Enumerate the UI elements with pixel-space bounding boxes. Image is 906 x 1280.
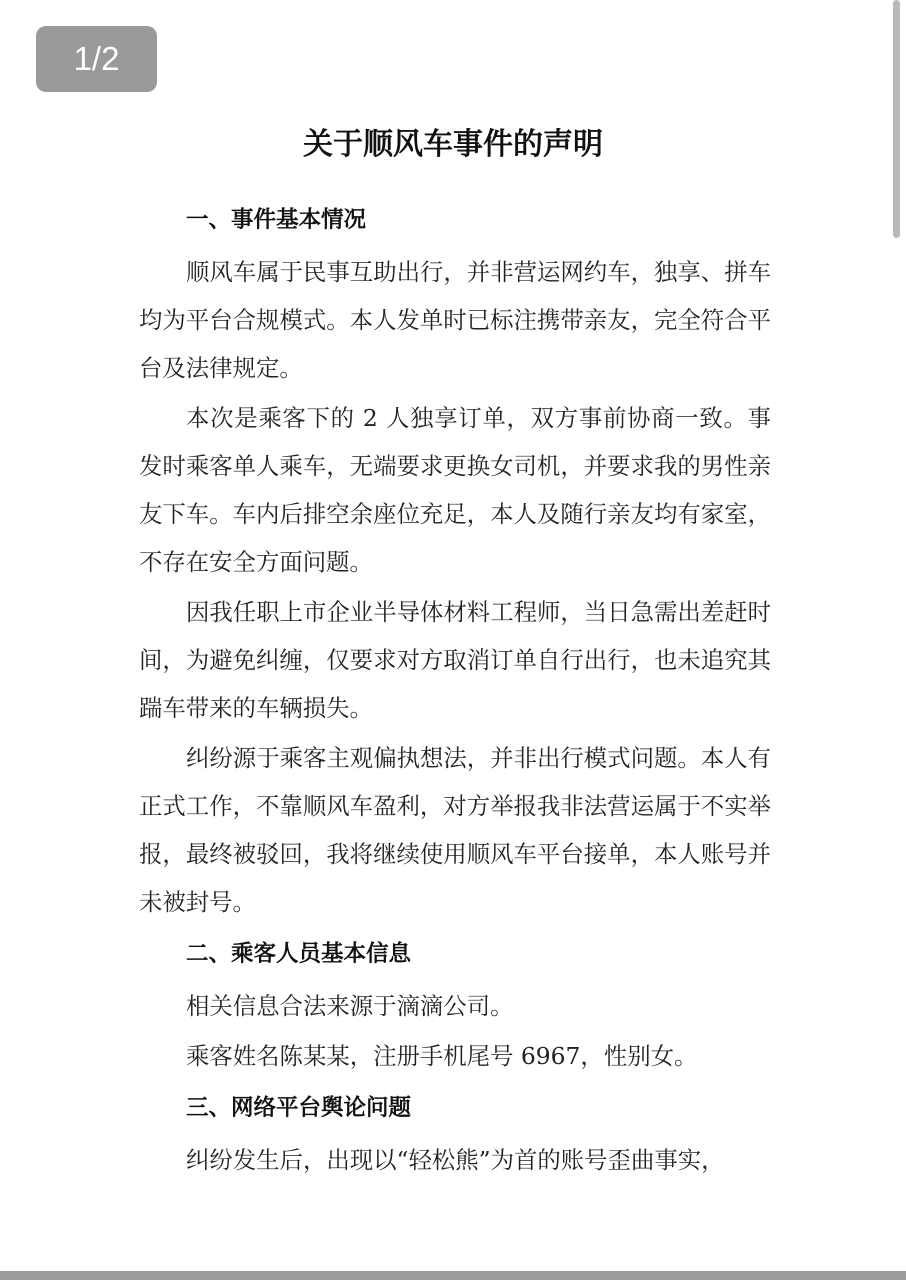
document-title: 关于顺风车事件的声明	[303, 127, 603, 163]
paragraph: 因我任职上市企业半导体材料工程师，当日急需出差赶时间，为避免纠缠，仅要求对方取消订单自行出行，也未追究其踹车带来的车辆损失。	[139, 598, 771, 722]
paragraph: 纠纷源于乘客主观偏执想法，并非出行模式问题。本人有正式工作，不靠顺风车盈利，对方举报我非法营运属于不实举报，最终被驳回，我将继续使用顺风车平台接单，本人账号并未被封号。	[139, 744, 771, 916]
scrollbar-thumb[interactable]	[893, 0, 900, 238]
section-heading-passenger-info: 二、乘客人员基本信息	[186, 941, 412, 967]
paragraph: 相关信息合法来源于滴滴公司。	[186, 992, 514, 1020]
section-heading-basic-info: 一、事件基本情况	[186, 207, 367, 233]
section-heading-online-opinion: 三、网络平台舆论问题	[186, 1095, 412, 1121]
paragraph: 顺风车属于民事互助出行，并非营运网约车，独享、拼车均为平台合规模式。本人发单时已标注携带亲友，完全符合平台及法律规定。	[139, 258, 771, 382]
paragraph: 本次是乘客下的 2 人独享订单，双方事前协商一致。事发时乘客单人乘车，无端要求更换女司机，并要求我的男性亲友下车。车内后排空余座位充足，本人及随行亲友均有家室，不存在安全方面问题。	[139, 404, 771, 576]
page-indicator-badge: 1/2	[36, 26, 157, 92]
document-body	[139, 192, 771, 1184]
paragraph: 纠纷发生后，出现以“轻松熊”为首的账号歪曲事实，	[186, 1146, 725, 1174]
bottom-edge-bar	[0, 1271, 906, 1280]
paragraph: 乘客姓名陈某某，注册手机尾号 6967，性别女。	[186, 1042, 698, 1070]
